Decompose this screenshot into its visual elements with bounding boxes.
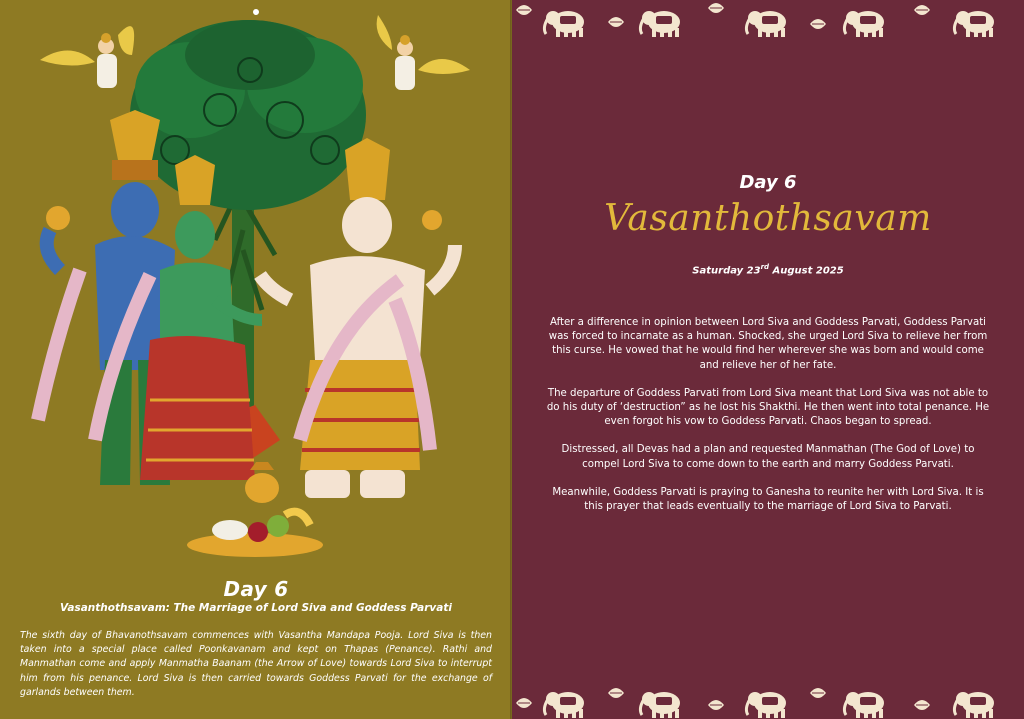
left-subtitle: Vasanthothsavam: The Marriage of Lord Siva and Goddess Parvati: [60, 602, 452, 614]
leaf-icon: [608, 17, 624, 27]
event-date: [512, 263, 1024, 276]
elephant-icon: [544, 11, 584, 37]
offering-plate: [187, 512, 323, 557]
leaf-icon: [708, 700, 724, 710]
leaf-icon: [810, 688, 826, 698]
leaf-icon: [516, 698, 532, 708]
top-border-decoration: [512, 0, 1024, 40]
leaf-icon: [708, 3, 724, 13]
paragraph: After a difference in opinion between Lord Siva and Goddess Parvati, Goddess Parvati was forced to incarnate as a human. Shocked, she urged Lord Siva to relieve her from this curse. He vowed that he would find her wherever she was born and would come and relieve her of her fate.: [548, 317, 988, 371]
paragraph: The departure of Goddess Parvati from Lord Siva meant that Lord Siva was not able to do his duty of ‘destruction” as he lost his Shakthi. He then went into total penance. He even forgot his vow to Goddess Parvati. Chaos began to spread.: [546, 387, 990, 428]
elephant-icon: [640, 11, 680, 37]
elephant-icon: [954, 692, 994, 718]
bottom-border-decoration: [512, 683, 1024, 719]
elephant-icon: [844, 11, 884, 37]
page-title: Vasanthothsavam: [604, 198, 932, 239]
leaf-icon: [914, 700, 930, 710]
date-prefix: Saturday 23: [692, 265, 761, 277]
elephant-icon: [544, 692, 584, 718]
elephant-icon: [746, 692, 786, 718]
paragraph: Distressed, all Devas had a plan and requested Manmathan (The God of Love) to compel Lord Siva to come down to the earth and marry Goddess Parvati.: [561, 444, 975, 470]
wedding-illustration: [0, 0, 512, 570]
elephant-icon: [844, 692, 884, 718]
left-body-text: The sixth day of Bhavanothsavam commences with Vasantha Mandapa Pooja. Lord Siva is then taken into a special place called Poonkavanam and kept on Thapas (Penance). Rathi and Manmathan come and apply Manmatha Baanam (the Arrow of Love) towards Lord Siva to interrupt him from his penance. Lord Siva is then carried towards Goddess Parvati for the exchange of garlands between them.: [20, 630, 492, 698]
elephant-icon: [954, 11, 994, 37]
leaf-icon: [810, 19, 826, 29]
angel-icon: [377, 15, 470, 90]
right-day-heading: Day 6: [739, 172, 797, 193]
right-body-text: [546, 316, 990, 528]
right-page: [512, 0, 1024, 719]
leaf-icon: [608, 688, 624, 698]
date-rest: August 2025: [769, 265, 844, 277]
paragraph: Meanwhile, Goddess Parvati is praying to Ganesha to reunite her with Lord Siva. It is this prayer that leads eventually to the marriage of Lord Siva to Parvati.: [552, 486, 984, 513]
elephant-icon: [640, 692, 680, 718]
left-day-heading: Day 6: [223, 577, 289, 601]
date-suffix: rd: [760, 263, 770, 271]
leaf-icon: [914, 5, 930, 15]
angel-icon: [40, 26, 134, 88]
leaf-icon: [516, 5, 532, 15]
elephant-icon: [746, 11, 786, 37]
